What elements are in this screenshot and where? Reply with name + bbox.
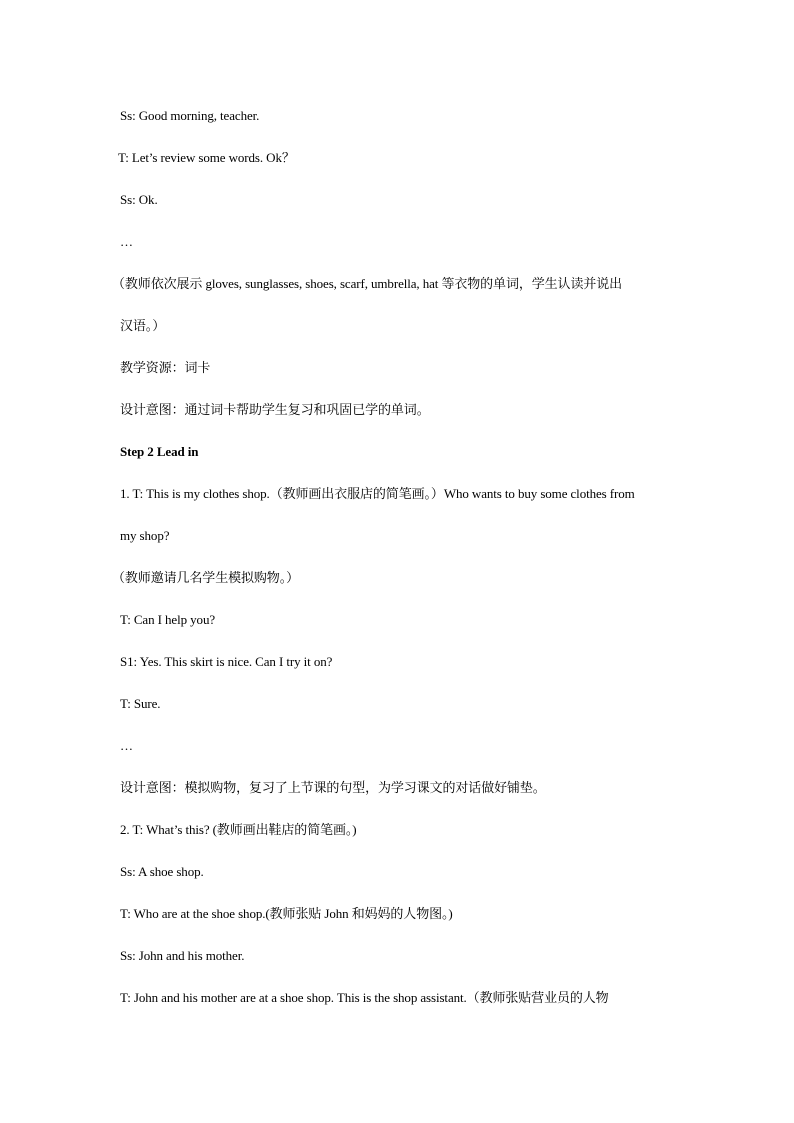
dialogue-line-t-sure: T: Sure.	[120, 696, 161, 711]
dialogue-line-ss-ok: Ss: Ok.	[120, 192, 158, 207]
teaching-resource-line: 教学资源：词卡	[120, 360, 211, 375]
teacher-note-line-1: （教师依次展示 gloves, sunglasses, shoes, scarf, umbrella, hat 等衣物的单词，学生认读并说出	[112, 276, 623, 291]
teacher-note-line-2: 汉语。）	[120, 318, 166, 333]
dialogue-line-t-shop-assistant: T: John and his mother are at a shoe shop. This is the shop assistant.（教师张贴营业员的人物	[120, 990, 609, 1005]
dialogue-line-ss-john: Ss: John and his mother.	[120, 948, 245, 963]
step-2-heading: Step 2 Lead in	[120, 444, 199, 459]
dialogue-line-ss-shoe-shop: Ss: A shoe shop.	[120, 864, 204, 879]
shoe-shop-question-line: 2. T: What’s this? (教师画出鞋店的简笔画。)	[120, 822, 357, 837]
clothes-shop-line-2: my shop?	[120, 528, 170, 543]
dialogue-line-ss-greeting: Ss: Good morning, teacher.	[120, 108, 260, 123]
dialogue-line-t-who: T: Who are at the shoe shop.(教师张贴 John 和妈妈的人物图。)	[120, 906, 453, 921]
ellipsis-line-2: …	[120, 738, 133, 753]
design-intent-line-1: 设计意图：通过词卡帮助学生复习和巩固已学的单词。	[120, 402, 430, 417]
clothes-shop-line-1: 1. T: This is my clothes shop.（教师画出衣服店的简笔画。）Who wants to buy some clothes from	[120, 486, 635, 501]
dialogue-line-t-review: T: Let’s review some words. Ok？	[118, 150, 295, 165]
dialogue-line-t-help: T: Can I help you?	[120, 612, 216, 627]
design-intent-line-2: 设计意图：模拟购物，复习了上节课的句型，为学习课文的对话做好铺垫。	[120, 780, 546, 795]
teacher-invite-line: （教师邀请几名学生模拟购物。）	[112, 570, 300, 585]
dialogue-line-s1-skirt: S1: Yes. This skirt is nice. Can I try it on?	[120, 654, 333, 669]
ellipsis-line: …	[120, 234, 133, 249]
